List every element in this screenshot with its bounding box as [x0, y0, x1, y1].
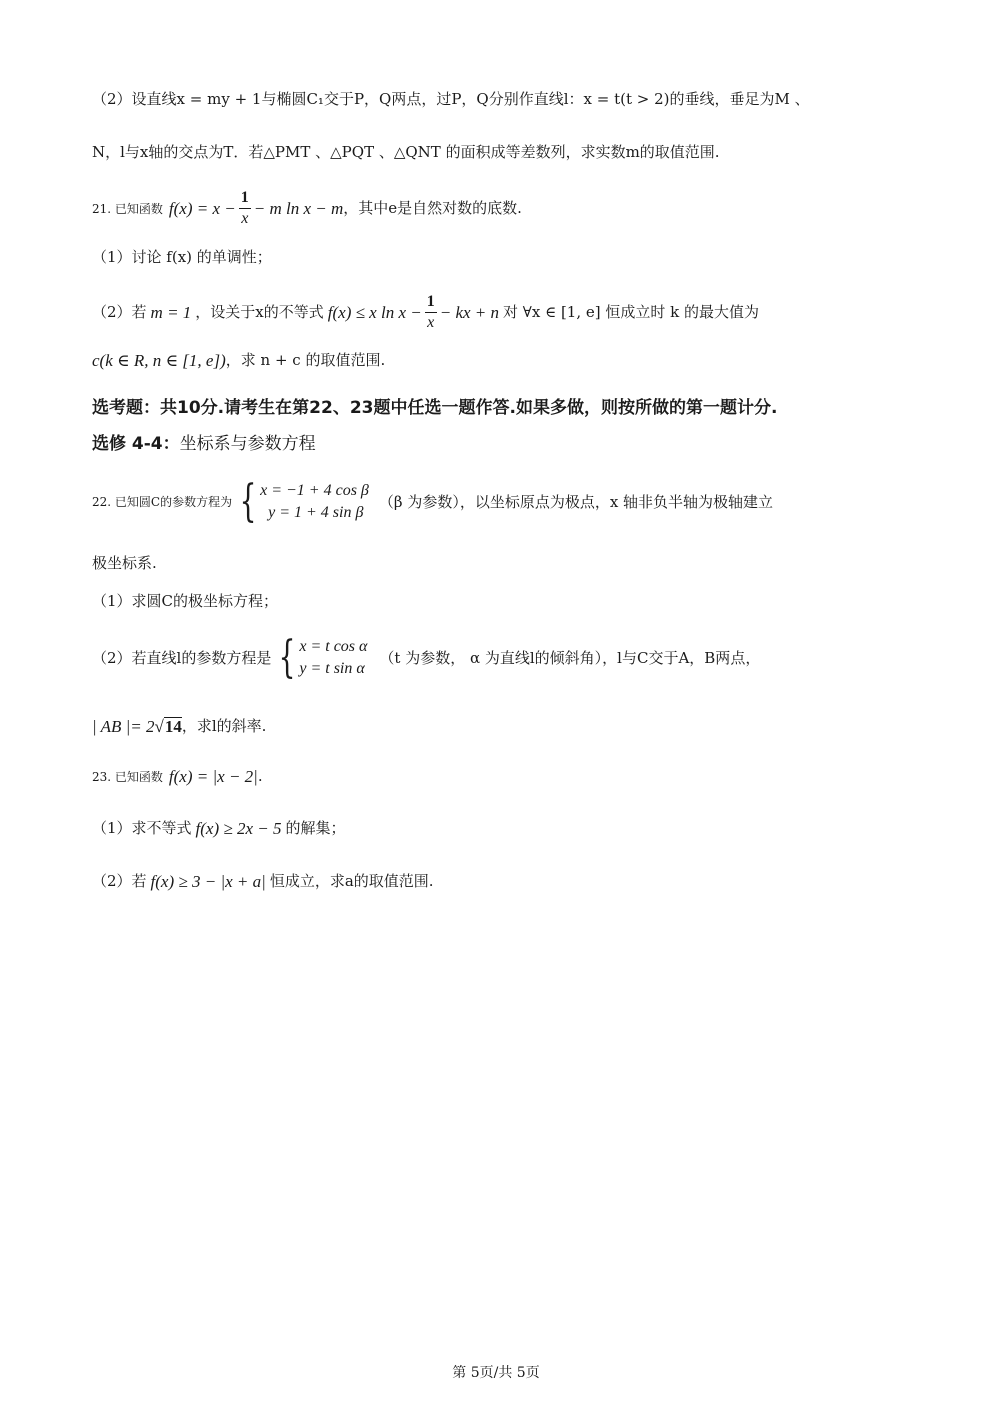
- q22-part1: [92, 594, 278, 609]
- left-brace-icon: {: [239, 476, 257, 527]
- q22-stem-cont: 极坐标系.: [92, 554, 157, 572]
- elective-separator: 、: [332, 398, 350, 418]
- q22-equation-x: x = −1 + 4 cos β: [260, 482, 369, 499]
- q20-part2-line2: [92, 145, 720, 160]
- q22-equation-y: y = 1 + 4 sin β: [268, 504, 364, 521]
- q23-stem-end: .: [257, 767, 263, 785]
- q20-part2-text-cont: N，l与x轴的交点为T．若△PMT 、△PQT 、△QNT 的面积成等差数列，求实数m的取值范围.: [92, 143, 720, 161]
- q21-part2-line2: [92, 352, 385, 369]
- q23-part2-prefix: （2）若: [92, 872, 147, 890]
- q21-function-rest: − m ln x − m: [253, 199, 344, 218]
- left-brace-icon: {: [278, 632, 296, 683]
- q21-part1: [92, 250, 272, 265]
- fraction-numerator: 1: [425, 294, 437, 313]
- q21-part1-text: （1）讨论 f(x) 的单调性；: [92, 248, 272, 266]
- q21-fraction: [239, 190, 251, 227]
- elective-score: 10: [177, 398, 201, 418]
- q20-part2-line1: [92, 92, 810, 107]
- sqrt-icon: √: [154, 716, 164, 736]
- q21-part2-ask: ，求 n + c 的取值范围.: [225, 351, 386, 369]
- q22-line-equation-y: y = t sin α: [299, 660, 365, 677]
- q22-stem-line2: [92, 556, 157, 571]
- q21-stem-note: ，其中e是自然对数的底数.: [343, 199, 522, 217]
- q22-stem-label: 22. 已知圆C的参数方程为: [92, 495, 233, 509]
- page-footer: 第 5页/共 5页: [452, 1365, 540, 1381]
- q22-line-equation-x: x = t cos α: [299, 638, 368, 655]
- q21-part2-prefix: （2）若: [92, 303, 147, 321]
- topic-name: 坐标系与参数方程: [179, 434, 316, 454]
- elective-topic: [92, 436, 316, 453]
- q21-part2-forall: 对 ∀x ∈ [1, e] 恒成立时 k 的最大值为: [503, 303, 760, 321]
- q23-function: f(x) = |x − 2|: [168, 767, 258, 786]
- q22-line-system: [273, 632, 368, 683]
- q21-part2-range: c(k ∈ R, n ∈ [1, e]): [92, 351, 226, 370]
- q22-part1-text: （1）求圆C的极坐标方程；: [92, 592, 279, 610]
- elective-instructions: [92, 400, 777, 417]
- elective-text-2: 分.请考生在第: [200, 398, 310, 418]
- q21-part2-inequality: f(x) ≤ x ln x −: [327, 303, 422, 322]
- q22-parametric-system: [234, 476, 369, 527]
- q23-part1: [92, 820, 346, 837]
- q23-part2: [92, 873, 434, 890]
- q22-part2-ask: ，求l的斜率.: [181, 716, 267, 735]
- q20-part2-text: （2）设直线x = my + 1与椭圆C₁交于P，Q两点，过P，Q分别作直线l：x = t(t > 2)的垂线，垂足为M 、: [92, 90, 810, 108]
- q21-part2-line1: [92, 294, 759, 331]
- q23-part2-ask: 恒成立，求a的取值范围.: [269, 872, 434, 890]
- q23-part1-inequality: f(x) ≥ 2x − 5: [195, 819, 282, 838]
- fraction-numerator: 1: [239, 190, 251, 209]
- q22-part2-note: （t 为参数， α 为直线l的倾斜角），l与C交于A，B两点，: [379, 648, 761, 667]
- elective-question-23: 23: [349, 398, 374, 418]
- elective-text-3: 题中任选一题作答.如果多做，则按所做的第一题计分.: [373, 398, 778, 418]
- q22-chord-length: | AB |= 2: [92, 716, 155, 736]
- q21-part2-mid: ，设关于x的不等式: [195, 303, 324, 321]
- q23-stem-label: 23. 已知函数: [92, 769, 163, 784]
- q22-stem-note: （β 为参数），以坐标原点为极点，x 轴非负半轴为极轴建立: [378, 492, 774, 511]
- q23-stem: [92, 768, 263, 785]
- fraction-denominator: x: [427, 314, 435, 331]
- elective-question-22: 22: [309, 398, 333, 418]
- q23-part1-ask: 的解集；: [285, 819, 346, 837]
- q22-part2-prefix: （2）若直线l的参数方程是: [92, 648, 272, 667]
- q21-part2-fraction: [425, 294, 437, 331]
- q21-part2-inequality-rest: − kx + n: [439, 303, 500, 322]
- q21-part2-condition: m = 1: [150, 303, 192, 322]
- q21-stem: [92, 190, 522, 227]
- q22-stem: [92, 476, 774, 527]
- q22-sqrt-value: 14: [164, 717, 182, 736]
- q21-stem-label: 21. 已知函数: [92, 201, 163, 216]
- q23-part1-prefix: （1）求不等式: [92, 819, 192, 837]
- q22-part2: [92, 632, 761, 683]
- q21-function: f(x) = x −: [168, 199, 236, 218]
- q22-part2-line2: [92, 717, 266, 735]
- elective-text: 选考题：共: [92, 398, 177, 418]
- q23-part2-inequality: f(x) ≥ 3 − |x + a|: [150, 872, 266, 891]
- fraction-denominator: x: [241, 210, 249, 227]
- topic-label: 选修 4-4：: [92, 434, 180, 454]
